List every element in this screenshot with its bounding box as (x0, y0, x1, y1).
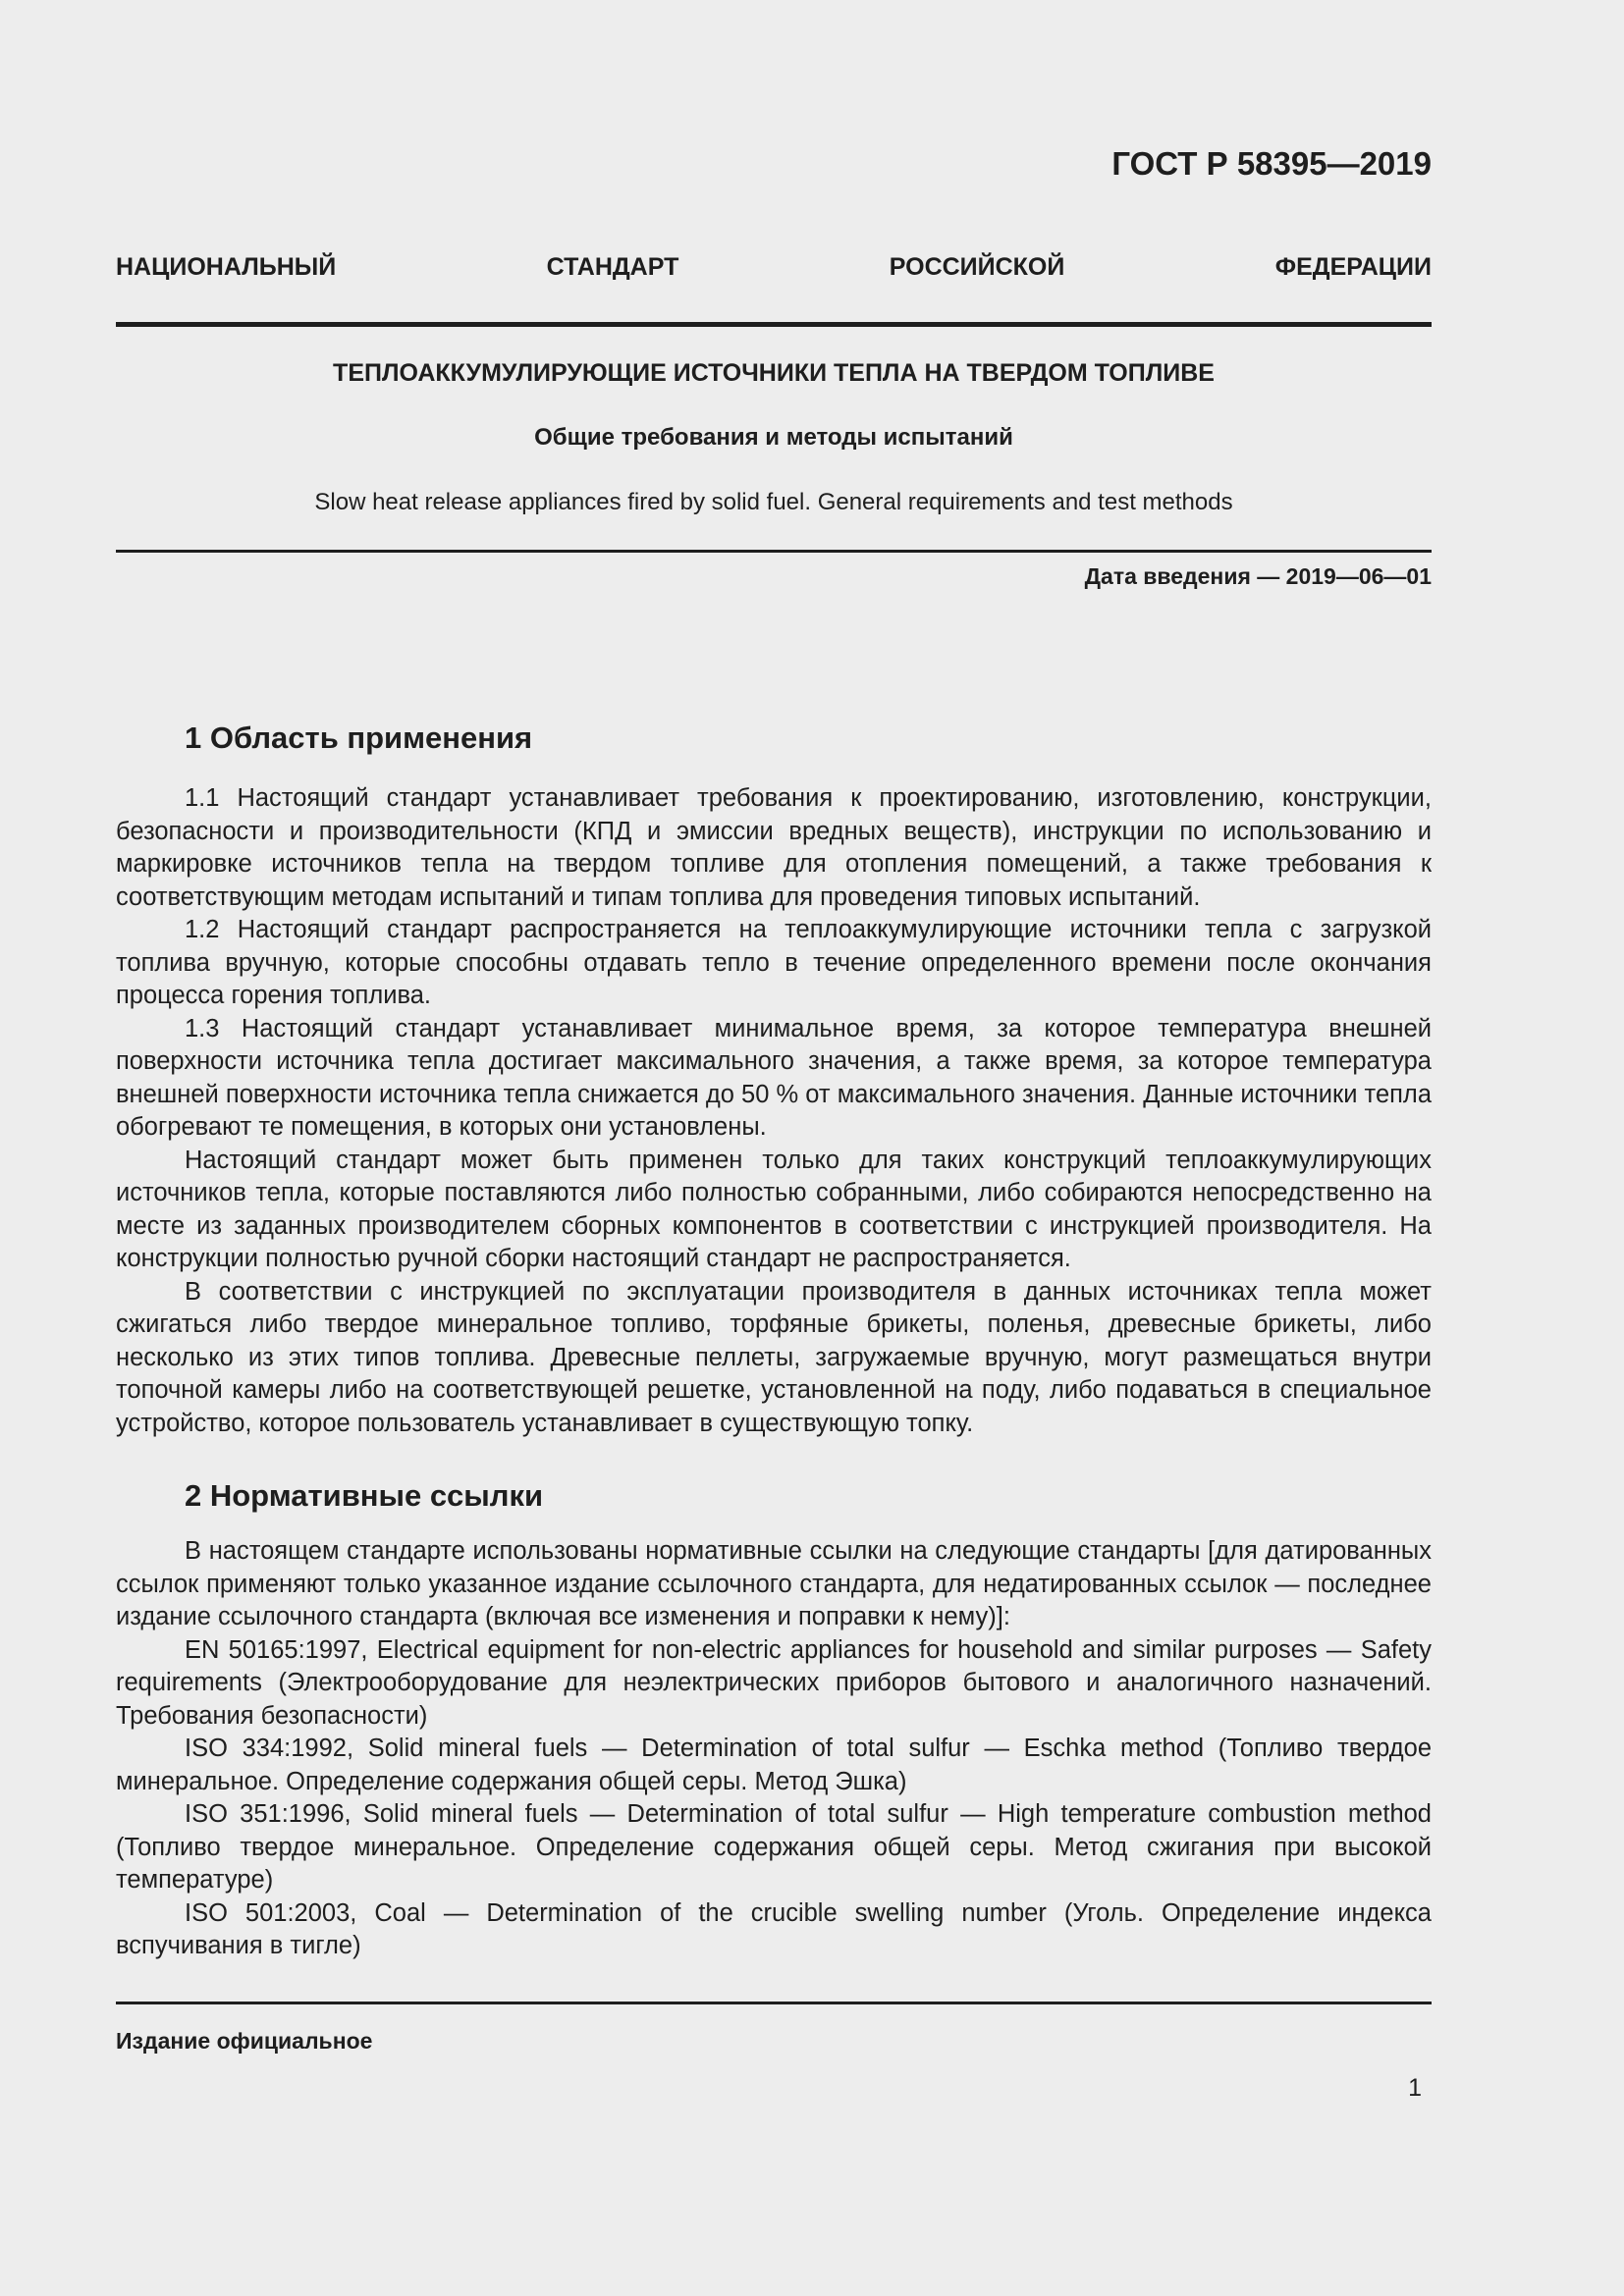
footer-rule (116, 2002, 1432, 2004)
paragraph: 1.3 Настоящий стандарт устанавливает минимальное время, за которое температура внешней поверхности источника тепла достигает максимального значения, а также время, за которое температура внешней поверхности источника тепла снижается до 50 % от максимального значения. Данные источники тепла обогревают те помещения, в которых они установлены. (116, 1014, 1432, 1141)
section-heading-scope: 1 Область применения (185, 721, 533, 755)
header-rule (116, 322, 1432, 327)
document-number: ГОСТ Р 58395—2019 (1111, 145, 1432, 182)
title-rule (116, 550, 1432, 553)
document-title: ТЕПЛОАККУМУЛИРУЮЩИЕ ИСТОЧНИКИ ТЕПЛА НА ТВЕРДОМ ТОПЛИВЕ (333, 359, 1215, 387)
reference-item: ISO 351:1996, Solid mineral fuels — Determination of total sulfur — High temperature combustion method (Топливо твердое минеральное. Определение содержания общей серы. Метод сжигания при высокой температуре) (116, 1800, 1432, 1894)
section-body-scope (116, 782, 1432, 1440)
reference-item: EN 50165:1997, Electrical equipment for non-electric appliances for household and similar purposes — Safety requirements (Электрооборудование для неэлектрических приборов бытового и аналогичного назначений. Требования безопасности) (116, 1635, 1432, 1730)
document-subtitle: Общие требования и методы испытаний (534, 424, 1013, 451)
page-number: 1 (1408, 2074, 1422, 2102)
introduction-date: Дата введения — 2019—06—01 (1084, 563, 1432, 589)
reference-item: ISO 334:1992, Solid mineral fuels — Determination of total sulfur — Eschka method (Топливо твердое минеральное. Определение содержания общей серы. Метод Эшка) (116, 1735, 1432, 1795)
paragraph: 1.2 Настоящий стандарт распространяется на теплоаккумулирующие источники тепла с загрузкой топлива вручную, которые способны отдавать тепло в течение определенного времени после окончания процесса горения топлива. (116, 916, 1432, 1009)
paragraph: В соответствии с инструкцией по эксплуатации производителя в данных источниках тепла может сжигаться либо твердое минеральное топливо, торфяные брикеты, поленья, древесные брикеты, либо несколько из этих типов топлива. Древесные пеллеты, загружаемые вручную, могут размещаться внутри топочной камеры либо на соответствующей решетке, установленной на поду, либо подаваться в специальное устройство, которое пользователь устанавливает в существующую топку. (116, 1277, 1432, 1437)
paragraph: В настоящем стандарте использованы нормативные ссылки на следующие стандарты [для датированных ссылок применяют только указанное издание ссылочного стандарта, для недатированных ссылок — последнее издание ссылочного стандарта (включая все изменения и поправки к нему)]: (116, 1537, 1432, 1630)
section-heading-normative-references: 2 Нормативные ссылки (185, 1478, 544, 1513)
official-edition-label: Издание официальное (116, 2028, 373, 2054)
english-title: Slow heat release appliances fired by solid fuel. General requirements and test methods (314, 489, 1233, 515)
national-standard-banner: НАЦИОНАЛЬНЫЙ СТАНДАРТ РОССИЙСКОЙ ФЕДЕРАЦИИ (116, 253, 1432, 281)
paragraph: 1.1 Настоящий стандарт устанавливает требования к проектированию, изготовлению, конструкции, безопасности и производительности (КПД и эмиссии вредных веществ), инструкции по использованию и маркировке источников тепла на твердом топливе для отопления помещений, а также требования к соответствующим методам испытаний и типам топлива для проведения типовых испытаний. (116, 784, 1432, 911)
paragraph: Настоящий стандарт может быть применен только для таких конструкций теплоаккумулирующих источников тепла, которые поставляются либо полностью собранными, либо собираются непосредственно на месте из заданных производителем сборных компонентов в соответствии с инструкцией производителя. На конструкции полностью ручной сборки настоящий стандарт не распространяется. (116, 1146, 1432, 1272)
reference-item: ISO 501:2003, Coal — Determination of the crucible swelling number (Уголь. Определение индекса вспучивания в тигле) (116, 1898, 1432, 1959)
section-body-normative-references (116, 1535, 1432, 1963)
